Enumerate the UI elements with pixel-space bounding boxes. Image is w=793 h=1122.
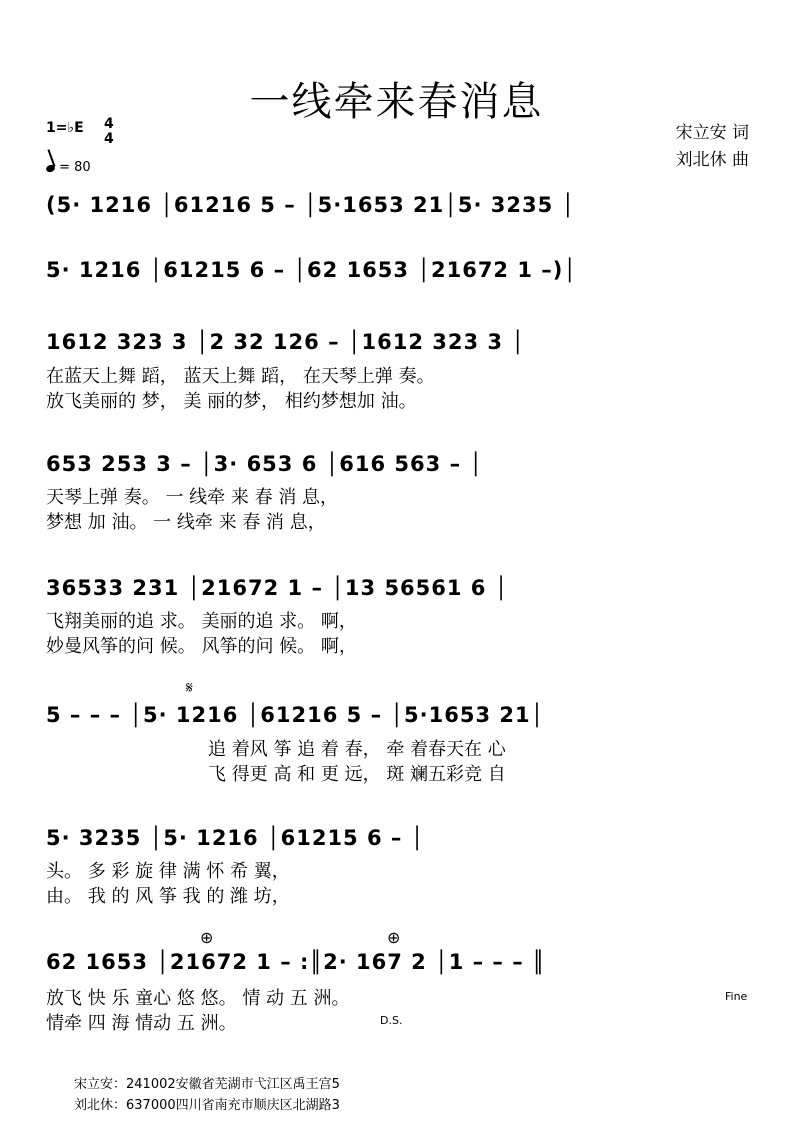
lyric-row-7-verse-2: 由。 我 的 风 筝 我 的 潍 坊，: [46, 886, 290, 907]
song-title: 一线牵来春消息: [249, 79, 544, 125]
fine-mark: Fine: [725, 990, 748, 1003]
notation-row-4: 653 253 3 – │3· 653 6 │616 563 – │: [46, 452, 484, 476]
notation-row-2: 5· 1216 │61215 6 – │62 1653 │21672 1 –)│: [46, 258, 578, 282]
time-signature: [104, 117, 114, 147]
key-signature: 1=♭E: [46, 120, 84, 136]
lyric-row-4-verse-2: 梦想 加 油。 一 线牵 来 春 消 息，: [46, 512, 326, 533]
coda-sign-2: ⊕: [387, 928, 401, 947]
lyric-row-4-verse-1: 天琴上弹 奏。 一 线牵 来 春 消 息，: [46, 487, 339, 508]
lyric-row-6-verse-1: 追 着风 筝 追 着 春， 牵 着春天在 心: [208, 739, 506, 760]
footer-address-lyricist: 宋立安：241002安徽省芜湖市弋江区禹王宫5: [74, 1077, 340, 1092]
composer-credit: 刘北休 曲: [675, 150, 749, 170]
time-signature-top: 4: [104, 116, 114, 132]
lyricist-credit: 宋立安 词: [675, 123, 749, 143]
notation-row-6: 5 – – – │5· 1216 │61216 5 – │5·1653 21│: [46, 703, 545, 727]
segno-sign: 𝄋: [186, 678, 193, 697]
quarter-note-icon: [45, 164, 56, 174]
notation-row-8: 62 1653 │21672 1 – :║2· 167 2 │1 – – – ║: [46, 950, 546, 974]
notation-row-1: (5· 1216 │61216 5 – │5·1653 21│5· 3235 │: [46, 193, 576, 217]
coda-sign-1: ⊕: [200, 928, 214, 947]
lyric-row-5-verse-1: 飞翔美丽的追 求。 美丽的追 求。 啊，: [46, 611, 357, 632]
lyric-row-3-verse-2: 放飞美丽的 梦， 美 丽的梦， 相约梦想加 油。: [46, 391, 417, 412]
footer-address-composer: 刘北休：637000四川省南充市顺庆区北湖路3: [74, 1098, 340, 1113]
ds-mark: D.S.: [380, 1014, 403, 1027]
lyric-row-6-verse-2: 飞 得更 高 和 更 远， 斑 斓五彩竞 自: [208, 764, 506, 785]
credits: [676, 120, 749, 174]
lyric-row-3-verse-1: 在蓝天上舞 蹈， 蓝天上舞 蹈， 在天琴上弹 奏。: [46, 366, 435, 387]
lyric-row-8-verse-2: 情牵 四 海 情动 五 洲。: [46, 1013, 237, 1034]
lyric-row-7-verse-1: 头。 多 彩 旋 律 满 怀 希 翼，: [46, 861, 290, 882]
notation-row-5: 36533 231 │21672 1 – │13 56561 6 │: [46, 576, 509, 600]
time-signature-bottom: 4: [104, 131, 114, 147]
tempo-value: = 80: [59, 160, 91, 175]
notation-row-3: 1612 323 3 │2 32 126 – │1612 323 3 │: [46, 330, 525, 354]
lyric-row-8-verse-1: 放飞 快 乐 童心 悠 悠。 情 动 五 洲。: [46, 988, 350, 1009]
notation-row-7: 5· 3235 │5· 1216 │61215 6 – │: [46, 826, 425, 850]
tempo-mark: [46, 160, 91, 175]
lyric-row-5-verse-2: 妙曼风筝的问 候。 风筝的问 候。 啊，: [46, 636, 357, 657]
